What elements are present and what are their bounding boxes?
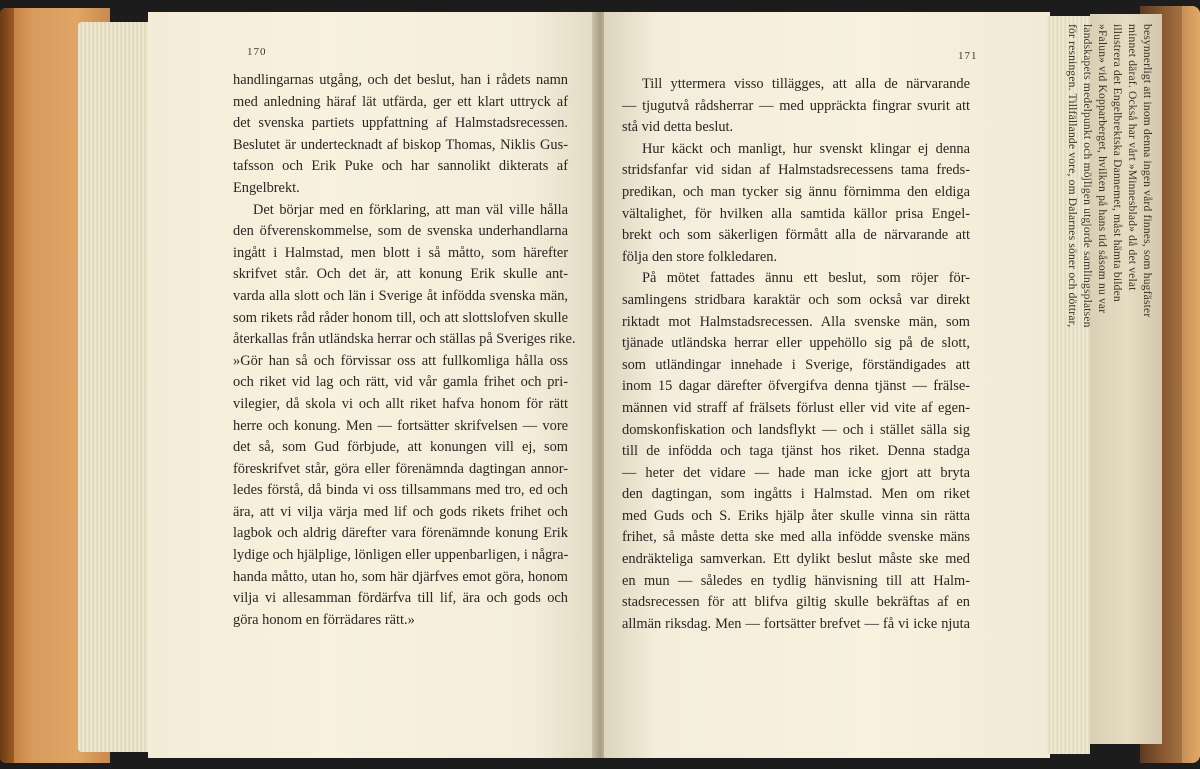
right-page-text (622, 74, 970, 635)
text-line: Till yttermera visso tillägges, att alla de närvarande (642, 76, 970, 92)
text-line: herre och konung. Men — fortsätter skrifvelsen — vore (233, 417, 568, 434)
text-line: samlingens stridbara karaktär och som också var direkt (622, 291, 970, 308)
text-line: det så, som Gud förbjude, att konungen vill ej, som (233, 439, 568, 456)
book-cover-right-edge (1182, 6, 1200, 763)
text-line: — tjugutvå rådsherrar — med uppräckta fingrar svurit att (622, 97, 970, 114)
text-line: inom 15 dagar därefter öfvergifva denna tjänst — frälse- (622, 378, 970, 395)
text-line: följa den store folkledaren. (622, 248, 778, 265)
text-line: stridsfanfar vid sidan af Halmstadsrecessens tama freds- (622, 162, 970, 179)
right-page-number: 171 (958, 50, 978, 62)
clipping-text (1064, 24, 1154, 734)
text-line: med Guds och S. Eriks hjälp åter skulle vinna sin rätta (622, 507, 970, 524)
text-line: lydige och hjälplige, lönligen eller uppenbarligen, i några- (233, 547, 569, 564)
text-line: varda alla slott och län i Sverige åt infödda svenska män, (233, 287, 568, 304)
text-line: vilja vi allesamman fördärfva till lif, ära och gods och (233, 590, 568, 607)
left-page-text (233, 70, 576, 631)
text-line: som rikets råd råder honom till, och att slottslofven skulle (233, 309, 568, 326)
text-line: göra honom en förrädares rätt.» (233, 611, 415, 628)
inserted-clipping (1066, 14, 1162, 744)
left-page-number: 170 (247, 46, 267, 58)
text-line: tafsson och Erik Puke och har sannolikt dikterats af (233, 158, 568, 175)
text-line: den dagtingan, som ingåtts i Halmstad. Men om riket (622, 486, 970, 503)
text-line: det svenska partiets uppfattning af Halmstadsrecessen. (233, 115, 568, 132)
text-line: som utländingar innehade i Sverige, förständigades att (622, 356, 970, 373)
text-line: allmän riksdag. Men — fortsätter brefvet — få vi icke njuta (622, 615, 970, 632)
text-line: frihet, så måste detta ske med alla infödde svenske mäns (622, 529, 970, 546)
text-line: endräkteliga samverkan. Ett dylikt beslut måste ske med (622, 551, 970, 568)
text-line: stå vid detta beslut. (622, 119, 734, 136)
clipping-line: minnet däraf. Också har vårt »Minnesblad» då det velat (1126, 24, 1138, 291)
text-line: ära, att vi vilja värja med lif och gods rikets frihet och (233, 503, 568, 520)
text-line: På mötet fattades ännu ett beslut, som röjer för- (642, 270, 970, 287)
clipping-line: besynnerligt att inom denna ingen vård finnes, som hugfäster (1141, 24, 1153, 318)
text-line: stadsrecessen för att blifva giltig skulle bekräftas af en (622, 594, 970, 611)
text-line: den öfverenskommelse, som de svenska underhandlarna (233, 223, 568, 240)
text-line: vilegier, då skola vi och allt riket hafva honom för rätt (233, 395, 568, 412)
text-line: vältalighet, för hvilken alla samtida källor prisa Engel- (622, 205, 970, 222)
book-spine-edge (0, 8, 14, 763)
text-line: predikan, och man tycker sig ännu förnimma den eldiga (622, 183, 970, 200)
text-line: med anledning häraf lät utfärda, ger ett klart uttryck af (233, 93, 568, 110)
text-line: Beslutet är undertecknadt af biskop Thomas, Niklis Gus- (233, 136, 568, 153)
clipping-line: för resningen. Tillfällande vore, om Dalarnes söner och döttrar, (1066, 24, 1078, 328)
text-line: brekt och som säkerligen förmått alla de närvarande att (622, 227, 970, 244)
text-line: ledes förstå, då binda vi oss tillsammans med tro, ed och (233, 482, 568, 499)
text-line: männen vid straff af frälsets förlust eller vid vite af egen- (622, 399, 970, 416)
text-line: tjänade utländska herrar eller uppehöllo sig på de slott, (622, 335, 970, 352)
clipping-line: illustrera det Engelbrektska Dannemet, måst hämta bilden (1111, 24, 1123, 302)
text-line: »Gör han så och förvissar oss att fullkomliga hålla oss (233, 352, 568, 369)
text-line: skrifvet står. Och det är, att konung Erik skulle ant- (233, 266, 568, 283)
clipping-line: landskapets medelpunkt och möjligen utgjorde samlingsplatsen (1081, 24, 1093, 328)
text-line: Engelbrekt. (233, 179, 300, 196)
text-line: till de infödda och taga tjänst hos riket. Denna stadga (622, 443, 970, 460)
text-line: handlingarnas utgång, och det beslut, han i rådets namn (233, 72, 568, 88)
text-line: domskonfiskation och landsflykt — och i stället sälla sig (622, 421, 970, 438)
text-line: en mun — således en tydlig hänvisning till att Halm- (622, 572, 970, 589)
text-line: — heter det vidare — hade man icke gjort att bryta (622, 464, 970, 481)
page-block-left (78, 22, 150, 752)
clipping-line: »Falun» vid Kopparberget, hvilken på hans tid såsom nu var (1096, 24, 1108, 314)
text-line: och riket vid lag och rätt, vid vår gamla frihet och pri- (233, 374, 568, 391)
text-line: lagbok och aldrig därefter vara förenämnde konung Erik (233, 525, 568, 542)
text-line: Hur käckt och manligt, hur svenskt klingar ej denna (642, 140, 970, 157)
text-line: riktadt mot Halmstadsrecessen. Alla svenske män, som (622, 313, 970, 330)
text-line: föreskrifvet står, göra eller förenämnda dagtingan annor- (233, 460, 568, 477)
text-line: Det börjar med en förklaring, att man väl ville hålla (253, 201, 568, 218)
text-line: handa mått​o, utan ho, som här djärfves emot göra, honom (233, 568, 568, 585)
text-line: ingått i Halmstad, men blott i så mått​o, som härefter (233, 244, 568, 261)
text-line: återkallas från utländska herrar och ställas på Sveriges rike. (233, 331, 576, 348)
